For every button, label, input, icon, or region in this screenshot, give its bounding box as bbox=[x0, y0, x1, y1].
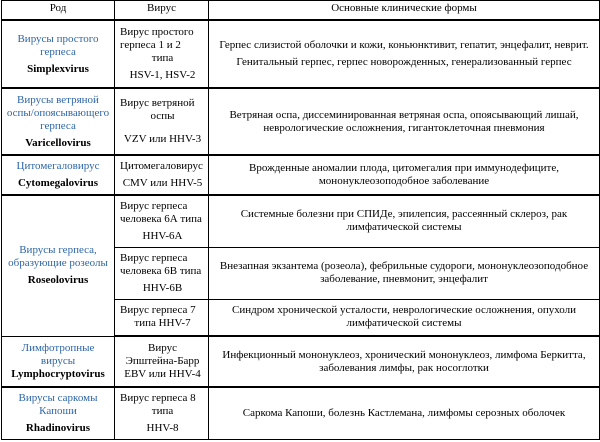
virus-line: Вирус герпеса bbox=[120, 199, 188, 212]
forms-line: Системные болезни при СПИДе, эпилепсия, рассеянный склероз, рак bbox=[240, 208, 568, 221]
virus-line: герпеса 1 и 2 bbox=[120, 39, 181, 51]
virus-abbr: VZV или HHV-3 bbox=[123, 133, 202, 145]
virus-cell bbox=[115, 336, 209, 387]
table-row bbox=[2, 336, 600, 387]
table-row bbox=[2, 387, 600, 439]
genus-name: Вирусы простого герпеса bbox=[17, 32, 99, 58]
header-virus: Вирус bbox=[115, 1, 209, 21]
virus-cell bbox=[115, 155, 209, 195]
forms-line: Ветряная оспа, диссеминированная ветряная оспа, опоясывающий лишай, bbox=[229, 108, 579, 121]
genus-latin: Simplexvirus bbox=[27, 62, 89, 75]
genus-latin: Lymphocryptovirus bbox=[11, 367, 105, 380]
forms-line: Синдром хронической усталости, неврологические осложнения, опухоли bbox=[231, 304, 577, 317]
genus-name: Вирусы герпеса, образующие розеолы bbox=[8, 244, 108, 270]
genus-name: Вирусы ветряной оспы/опоясывающего герпеса bbox=[6, 93, 110, 132]
forms-line: мононуклеозоподобное заболевание bbox=[318, 175, 490, 187]
forms-line: неврологические осложнения, гигантоклеточная пневмония bbox=[263, 121, 545, 134]
virus-abbr: HHV-8 bbox=[146, 421, 179, 434]
genus-latin: Varicellovirus bbox=[25, 136, 91, 149]
table-row bbox=[2, 155, 600, 195]
header-row bbox=[2, 1, 600, 21]
forms-line: Внезапная экзантема (розеола), фебрильные судороги, мононуклеозоподобное bbox=[219, 260, 589, 272]
virus-line: Вирус простого bbox=[120, 26, 194, 38]
herpesvirus-table bbox=[1, 0, 600, 440]
forms-line: лимфатической системы bbox=[346, 317, 462, 330]
genus-name: Вирусы саркомы Капоши bbox=[18, 391, 98, 417]
forms-line: Врожденные аномалии плода, цитомегалия при иммунодефиците, bbox=[249, 162, 559, 174]
virus-line: Цитомегаловирус bbox=[120, 160, 203, 172]
virus-line: EBV или HHV-4 bbox=[124, 368, 201, 380]
forms-cell bbox=[209, 387, 600, 439]
virus-cell bbox=[115, 387, 209, 439]
genus-cell bbox=[2, 88, 115, 155]
virus-cell bbox=[115, 20, 209, 88]
virus-line: типа bbox=[151, 52, 174, 64]
header-forms: Основные клинические формы bbox=[209, 1, 600, 21]
virus-cell bbox=[115, 88, 209, 155]
virus-abbr: HSV-1, HSV-2 bbox=[129, 69, 196, 81]
virus-line: человека 6В типа bbox=[120, 264, 202, 277]
genus-cell bbox=[2, 195, 115, 336]
header-genus: Род bbox=[2, 1, 115, 21]
table-row bbox=[2, 20, 600, 88]
virus-abbr: HHV-6B bbox=[142, 281, 183, 294]
genus-latin: Roseolovirus bbox=[27, 274, 89, 287]
table-row bbox=[2, 195, 600, 247]
forms-line: Инфекционный мононуклеоз, хронический мононуклеоз, лимфома Беркитта, bbox=[222, 348, 586, 361]
virus-line: типа HHV-7 bbox=[134, 317, 191, 330]
forms-cell bbox=[209, 195, 600, 247]
genus-name: Цитомегаловирус bbox=[16, 160, 100, 172]
forms-line: лимфатической системы bbox=[346, 221, 462, 234]
forms-line: заболевания лимфы, рак носоглотки bbox=[319, 361, 489, 374]
forms-line: Саркома Капоши, болезнь Кастлемана, лимфомы серозных оболочек bbox=[242, 406, 566, 419]
forms-cell bbox=[209, 88, 600, 155]
forms-cell bbox=[209, 20, 600, 88]
forms-cell bbox=[209, 247, 600, 299]
forms-cell bbox=[209, 155, 600, 195]
virus-line: типа bbox=[151, 404, 174, 417]
virus-line: Вирус герпеса 7 bbox=[120, 304, 196, 317]
virus-line: Вирус герпеса bbox=[120, 251, 188, 264]
genus-cell bbox=[2, 20, 115, 88]
virus-line: оспы bbox=[150, 110, 175, 122]
virus-line: человека 6А типа bbox=[120, 212, 202, 225]
virus-line: Эпштейна-Барр bbox=[125, 355, 200, 367]
genus-latin: Cytomegalovirus bbox=[17, 177, 99, 189]
forms-cell bbox=[209, 336, 600, 387]
virus-abbr: HHV-6A bbox=[142, 229, 183, 242]
virus-abbr: CMV или HHV-5 bbox=[122, 177, 203, 189]
genus-name: Лимфотропные вирусы bbox=[21, 341, 95, 367]
virus-cell bbox=[115, 195, 209, 247]
table-row bbox=[2, 88, 600, 155]
genus-cell bbox=[2, 155, 115, 195]
virus-line: Вирус bbox=[148, 342, 177, 354]
virus-cell bbox=[115, 299, 209, 336]
genus-cell bbox=[2, 387, 115, 439]
forms-line: Генитальный герпес, герпес новорожденных, генерализованный герпес bbox=[236, 56, 572, 68]
genus-cell bbox=[2, 336, 115, 387]
forms-line: заболевание, пневмонит, энцефалит bbox=[320, 273, 488, 285]
genus-latin: Rhadinovirus bbox=[25, 421, 91, 434]
forms-line: Герпес слизистой оболочки и кожи, коньюнктивит, гепатит, энцефалит, неврит. bbox=[219, 39, 589, 51]
virus-cell bbox=[115, 247, 209, 299]
virus-line: Вирус ветряной bbox=[120, 97, 195, 109]
virus-line: Вирус герпеса 8 bbox=[120, 391, 196, 404]
forms-cell bbox=[209, 299, 600, 336]
